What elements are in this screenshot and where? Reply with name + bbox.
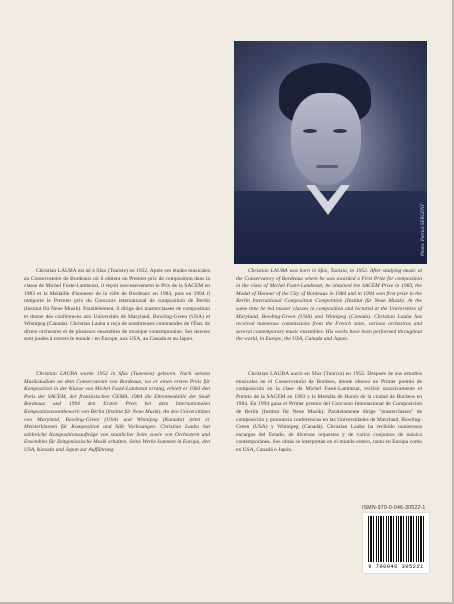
barcode-number: 9 790046 305221 bbox=[368, 563, 424, 570]
ismn-number: ISMN-979-0-046-30522-1 bbox=[362, 505, 426, 511]
biography-english: Christian LAUBA was born in Sfax, Tunisia, in 1952. After studying music at the Conservatory of Bordeaux where he was awarded a First Prize for composition in the class of Michel Fusté-Lambezat, he obtained the SACEM Prize in 1983, the Medal of Honour of the City of Bordeaux in 1984 and in 1994 won first prize in the Berlin International Composition Competition (Institut für Neue Musik). At the same time he led master classes in composition and lectured at the Universities of Maryland, Bowling-Green (USA) and Winnipeg (Canada). Christian Lauba has received numerous commissions from the French state, various orchestras and several contemporary music ensembles. His works have been performed throughout the world, in Europe, the USA, Canada and Japan. bbox=[236, 268, 422, 343]
biography-german: Christian LAUBA wurde 1952 in Sfax (Tunesien) geboren. Nach seinem Musikstudium an dem Conservatoire von Bordeaux, wo er einen ersten Preis für Komposition in der Klasse von Michel Fusté-Lambezat errang, erhielt er 1983 den Preis der SACEM, der französischen GEMA, 1984 die Ehrenmedaille der Stadt Bordeaux und 1994 den Ersten Preis bei dem Internationalen Kompositionswettbewerb von Berlin (Institut für Neue Musik). An den Universitäten von Maryland, Bowling-Green (USA) und Winnipeg (Kanada) leitet er Meisterklassen für Komposition und hält Vorlesungen. Christian Lauba hat zahlreiche Kompositionsaufträge von staatlicher Seite sowie von Orchestern und Ensembles für Zeitgenössische Musik erhalten. Seine Werke kommen in Europa, den USA, Kanada und Japan zur Aufführung. bbox=[24, 371, 210, 453]
portrait-eye-left bbox=[303, 129, 317, 133]
composer-portrait-photo bbox=[234, 41, 427, 264]
photo-credit bbox=[421, 248, 426, 256]
portrait-face bbox=[291, 93, 361, 185]
barcode-bars bbox=[368, 516, 424, 562]
barcode bbox=[362, 512, 430, 574]
biography-french: Christian LAUBA est né à Sfax (Tunisie) en 1952. Après ses études musicales au Conservatoire de Bordeaux où il obtient un Premier prix de composition dans la classe de Michel Fusté-Lambezat, il reçoit successivement le Prix de la SACEM en 1983 et la Médaille d'honneur de la ville de Bordeaux en 1984, puis en 1994 il remporte le Premier prix du Concours international de composition de Berlin (Institut für Neue Musik). Parallèlement, il dirige des masterclasses de composition et donne des conférences aux Universités de Maryland, Bowling-Green (USA) et Winnipeg (Canada). Christian Lauba a reçu de nombreuses commandes de l'État, de divers orchestres et de plusieurs ensembles de musique contemporaine. Ses œuvres sont jouées à travers le monde : en Europe, aux USA, au Canada et au Japon. bbox=[24, 268, 210, 343]
portrait-eye-right bbox=[333, 129, 347, 133]
biography-spanish: Christian LAUBA nació en Sfax (Tunicia) en 1952. Después de sus estudios musicales en el Conservatorio de Burdeos, donde obtuvo un Primer premio de composición en la clase de Michel Fusté-Lambezat, recibió sucesivamente el Premio de la SACEM en 1983 y la Medalla de Honor de la ciudad de Burdeos en 1984. En 1994 gana el Primer premio del Concurso Internacional de Composición de Berlín (Institut für Neue Musik). Paralelamente dirige "masterclasses" de composición y pronuncia conferencias en las Universidades de Maryland, Bowling-Green (USA) y Winnipeg (Canadá). Christian Lauba ha recibido numerosos encargos del Estado, de diversas orquestas y de varios conjuntos de música contemporánea. Sus obras se interpretan en el mundo entero, tanto en Europa como en USA, Canadá o Japón. bbox=[236, 371, 422, 453]
portrait-mouth bbox=[316, 165, 338, 168]
